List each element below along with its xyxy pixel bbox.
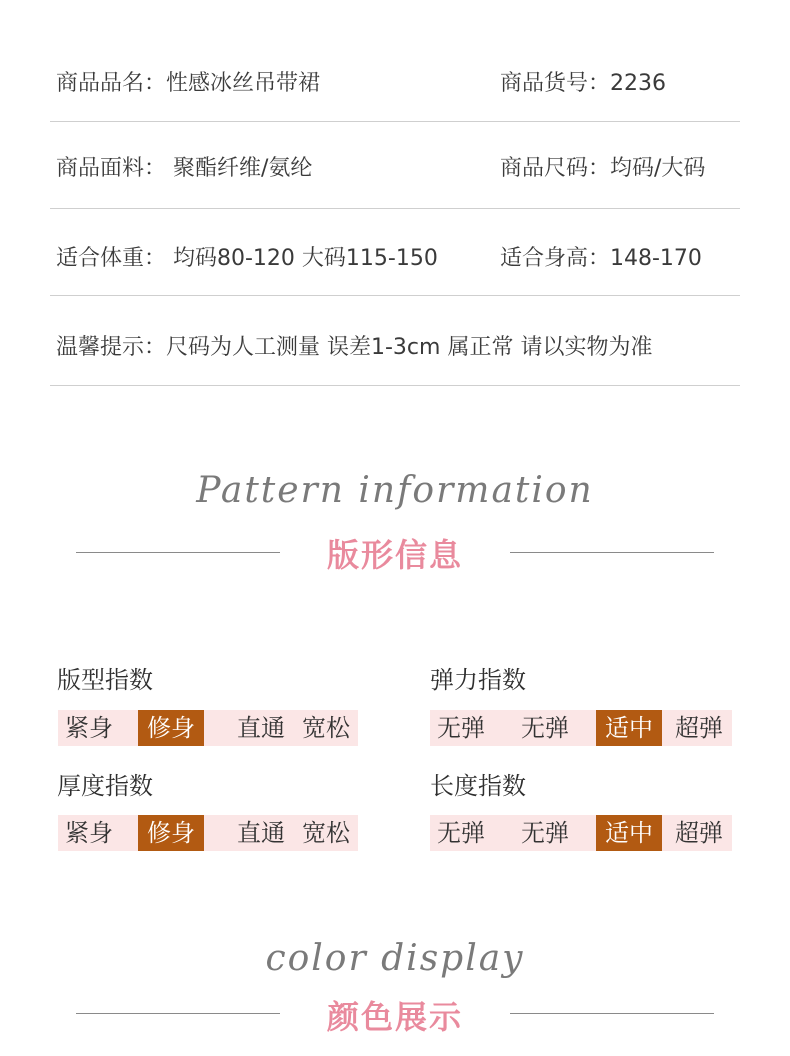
scale-option: 宽松 <box>302 819 350 847</box>
pattern-heading: 版形信息 <box>326 536 463 574</box>
scale-option: 超弹 <box>675 714 723 742</box>
heading-line-right <box>510 1013 714 1014</box>
index-title-length: 长度指数 <box>430 772 526 800</box>
index-scale-length <box>430 815 732 851</box>
scale-option: 无弹 <box>437 714 485 742</box>
scale-option-selected: 适中 <box>596 710 662 746</box>
suitable-height: 适合身高：148-170 <box>500 246 702 271</box>
divider <box>50 208 740 209</box>
notice-text: 温馨提示：尺码为人工测量 误差1-3cm 属正常 请以实物为准 <box>56 335 653 360</box>
scale-option-selected: 适中 <box>596 815 662 851</box>
pattern-script-title: Pattern information <box>196 470 594 511</box>
divider <box>50 385 740 386</box>
product-size: 商品尺码：均码/大码 <box>500 156 706 181</box>
scale-option: 宽松 <box>302 714 350 742</box>
divider <box>50 295 740 296</box>
scale-option: 紧身 <box>65 714 113 742</box>
index-scale-thickness <box>58 815 358 851</box>
index-scale-fit <box>58 710 358 746</box>
scale-option-selected: 修身 <box>138 710 204 746</box>
index-scale-elasticity <box>430 710 732 746</box>
scale-option: 紧身 <box>65 819 113 847</box>
color-script-title: color display <box>265 938 525 979</box>
scale-option: 直通 <box>237 819 285 847</box>
heading-line-right <box>510 552 714 553</box>
scale-option-selected: 修身 <box>138 815 204 851</box>
color-heading: 颜色展示 <box>326 998 463 1036</box>
scale-option: 无弹 <box>521 714 569 742</box>
scale-option: 超弹 <box>675 819 723 847</box>
product-number: 商品货号：2236 <box>500 71 666 96</box>
product-name: 商品品名：性感冰丝吊带裙 <box>56 71 321 96</box>
index-title-thickness: 厚度指数 <box>57 772 153 800</box>
scale-option: 无弹 <box>521 819 569 847</box>
scale-option: 无弹 <box>437 819 485 847</box>
suitable-weight: 适合体重： 均码80-120 大码115-150 <box>56 246 438 271</box>
index-title-fit: 版型指数 <box>57 666 153 694</box>
index-title-elasticity: 弹力指数 <box>430 666 526 694</box>
scale-option: 直通 <box>237 714 285 742</box>
product-fabric: 商品面料： 聚酯纤维/氨纶 <box>56 156 313 181</box>
divider <box>50 121 740 122</box>
